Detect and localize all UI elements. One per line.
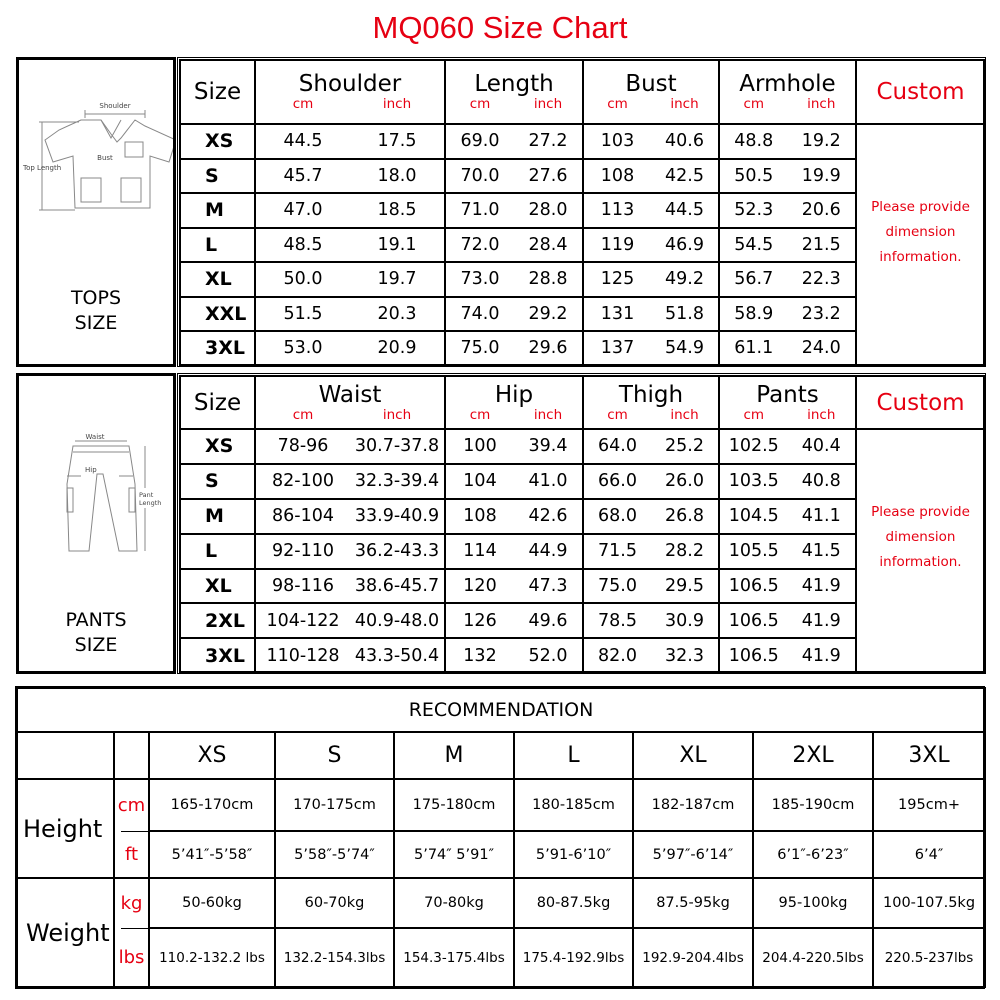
custom-note: Please provide dimension information. [856,124,985,366]
inch-value: 28.0 [528,200,568,221]
inch-value: 20.3 [377,303,417,324]
cm-value: 44.5 [283,131,323,152]
pants-col-waist: Waist cm inch [255,376,445,429]
length-label: Length [139,499,162,507]
measurement-cell [255,464,445,499]
tops-row [180,124,985,159]
inch-value: 41.9 [801,610,841,631]
inch-value: 33.9-40.9 [354,506,440,527]
cm-value: 86-104 [272,506,334,527]
inch-value: 51.8 [665,303,704,324]
shoulder-label: Shoulder [99,102,131,110]
cm-value: 78-96 [277,436,329,457]
inch-value: 40.8 [801,471,841,492]
cm-value: 125 [600,269,635,290]
inch-value: 54.9 [665,338,704,359]
cm-value: 106.5 [728,576,779,596]
inch-value: 41.5 [801,541,841,562]
size-cell: 2XL [180,603,255,638]
rec-size-header: S [275,732,394,779]
inch-value: 26.0 [665,471,704,492]
measurement-cell [583,331,719,366]
inch-value: 46.9 [665,234,704,255]
cm-value: 48.5 [283,234,323,255]
rec-ft-cell: 5’58″-5’74″ [275,831,394,878]
cm-value: 58.9 [734,303,774,324]
measurement-cell [445,534,583,569]
rec-cm-cell: 175-180cm [394,779,514,831]
size-cell: S [180,464,255,499]
pants-diagram-icon [19,426,173,576]
inch-value: 40.6 [665,131,704,152]
cm-value: 78.5 [598,610,637,631]
size-cell: XS [180,429,255,464]
measurement-cell [445,331,583,366]
measurement-cell [583,124,719,159]
cm-value: 120 [463,576,497,596]
cm-value: 114 [463,541,497,562]
rec-ft-cell: 5’41″-5’58″ [149,831,275,878]
rec-header-blank [17,732,114,779]
rec-ft-cell: 5’91-6’10″ [514,831,633,878]
cm-value: 69.0 [460,131,500,152]
cm-value: 132 [463,645,497,666]
inch-value: 42.6 [528,506,568,527]
measurement-cell [583,464,719,499]
measurement-cell [583,159,719,194]
inch-value: 29.5 [665,576,704,596]
cm-value: 98-116 [272,576,334,596]
measurement-cell [719,297,856,332]
cm-value: 45.7 [283,165,323,186]
cm-value: 72.0 [460,234,500,255]
inch-value: 39.4 [528,436,568,457]
pants-col-pants: Pants cm inch [719,376,856,429]
cm-value: 137 [600,338,635,359]
inch-value: 44.9 [528,541,568,562]
weight-label: Weight [17,878,114,987]
rec-lbs-cell: 204.4-220.5lbs [753,928,873,987]
tops-table [179,59,986,367]
measurement-cell [719,534,856,569]
measurement-cell [719,228,856,263]
measurement-cell [719,124,856,159]
inch-value: 41.1 [801,506,841,527]
rec-ft-cell: 6’1″-6’23″ [753,831,873,878]
inch-value: 17.5 [377,131,417,152]
tops-col-length: Length cm inch [445,60,583,124]
cm-value: 74.0 [460,303,500,324]
cm-value: 131 [600,303,635,324]
cm-value: 48.8 [734,131,774,152]
measurement-cell [445,124,583,159]
rec-ft-cell: 5’97″-6’14″ [633,831,753,878]
top-length-label: Top Length [23,164,62,172]
rec-cm-cell: 180-185cm [514,779,633,831]
recommendation-table [16,687,986,988]
cm-value: 82.0 [598,645,637,666]
measurement-cell [255,124,445,159]
cm-value: 53.0 [283,338,323,359]
cm-value: 50.0 [283,269,323,290]
rec-lbs-cell: 110.2-132.2 lbs [149,928,275,987]
rec-size-header: M [394,732,514,779]
rec-lbs-cell: 220.5-237lbs [873,928,985,987]
tops-figure-panel [16,57,176,367]
bust-label: Bust [97,154,113,162]
scrub-top-diagram-icon [19,80,173,220]
inch-value: 18.5 [377,200,417,221]
measurement-cell [445,429,583,464]
measurement-cell [719,464,856,499]
cm-value: 73.0 [460,269,500,290]
cm-value: 119 [600,234,635,255]
inch-value: 27.2 [528,131,568,152]
inch-value: 43.3-50.4 [354,645,440,666]
pant-label: Pant [139,491,154,499]
rec-kg-cell: 95-100kg [753,878,873,928]
measurement-cell [445,159,583,194]
cm-value: 108 [600,165,635,186]
size-cell: XL [180,262,255,297]
unit-cm: cm [114,779,149,831]
unit-kg: kg [114,878,149,928]
cm-value: 50.5 [734,165,774,186]
recommendation-title: RECOMMENDATION [17,688,985,732]
inch-value: 32.3 [665,645,704,666]
cm-value: 70.0 [460,165,500,186]
measurement-cell [445,499,583,534]
measurement-cell [255,534,445,569]
measurement-cell [583,638,719,673]
inch-value: 40.4 [801,436,841,457]
measurement-cell [445,193,583,228]
measurement-cell [583,499,719,534]
height-label: Height [17,779,114,878]
size-cell: S [180,159,255,194]
cm-value: 103 [600,131,635,152]
measurement-cell [719,331,856,366]
tops-col-armhole: Armhole cm inch [719,60,856,124]
unit-lbs: lbs [114,928,149,987]
measurement-cell [445,603,583,638]
cm-value: 105.5 [728,541,779,562]
size-cell: XL [180,569,255,604]
rec-cm-cell: 165-170cm [149,779,275,831]
inch-value: 30.9 [665,610,704,631]
measurement-cell [719,193,856,228]
pants-col-hip: Hip cm inch [445,376,583,429]
tops-custom-header: Custom [856,60,985,124]
cm-value: 103.5 [728,471,779,492]
rec-lbs-cell: 132.2-154.3lbs [275,928,394,987]
measurement-cell [719,569,856,604]
measurement-cell [255,499,445,534]
size-cell: XS [180,124,255,159]
measurement-cell [255,228,445,263]
measurement-cell [255,603,445,638]
measurement-cell [255,331,445,366]
inch-value: 44.5 [665,200,704,221]
measurement-cell [445,464,583,499]
cm-value: 106.5 [728,610,779,631]
size-cell: 3XL [180,638,255,673]
measurement-cell [445,228,583,263]
rec-kg-cell: 80-87.5kg [514,878,633,928]
rec-lbs-cell: 175.4-192.9lbs [514,928,633,987]
cm-value: 104.5 [728,506,779,527]
cm-value: 54.5 [734,234,774,255]
measurement-cell [445,569,583,604]
measurement-cell [255,297,445,332]
hip-label: Hip [85,466,97,474]
measurement-cell [583,193,719,228]
inch-value: 25.2 [665,436,704,457]
rec-cm-cell: 195cm+ [873,779,985,831]
page-title: MQ060 Size Chart [372,10,628,45]
rec-size-header: 2XL [753,732,873,779]
cm-value: 102.5 [728,436,779,457]
inch-value: 22.3 [801,269,841,290]
cm-value: 113 [600,200,635,221]
rec-cm-cell: 182-187cm [633,779,753,831]
pants-figure-panel [16,373,176,674]
measurement-cell [583,569,719,604]
pants-row [180,429,985,464]
pants-size-header: Size [180,376,255,429]
rec-kg-cell: 60-70kg [275,878,394,928]
rec-header-unit-blank [114,732,149,779]
rec-size-header: XS [149,732,275,779]
cm-value: 92-110 [272,541,334,562]
inch-value: 28.4 [528,234,568,255]
inch-value: 42.5 [665,165,704,186]
rec-kg-cell: 87.5-95kg [633,878,753,928]
rec-ft-cell: 5’74″ 5’91″ [394,831,514,878]
size-cell: M [180,193,255,228]
inch-value: 19.2 [801,131,841,152]
size-cell: M [180,499,255,534]
inch-value: 40.9-48.0 [354,610,440,631]
cm-value: 68.0 [598,506,637,527]
measurement-cell [255,429,445,464]
inch-value: 28.2 [665,541,704,562]
inch-value: 29.6 [528,338,568,359]
inch-value: 52.0 [528,645,568,666]
measurement-cell [719,603,856,638]
inch-value: 47.3 [528,576,568,596]
measurement-cell [255,569,445,604]
inch-value: 32.3-39.4 [354,471,440,492]
tops-section-label: TOPS SIZE [70,287,122,334]
cm-value: 61.1 [734,338,774,359]
cm-value: 66.0 [598,471,637,492]
custom-note: Please provide dimension information. [856,429,985,673]
inch-value: 49.2 [665,269,704,290]
cm-value: 100 [463,436,497,457]
cm-value: 104-122 [266,610,340,631]
size-cell: L [180,534,255,569]
cm-value: 56.7 [734,269,774,290]
cm-value: 52.3 [734,200,774,221]
measurement-cell [583,534,719,569]
inch-value: 19.1 [377,234,417,255]
measurement-cell [583,228,719,263]
cm-value: 51.5 [283,303,323,324]
inch-value: 30.7-37.8 [354,436,440,457]
measurement-cell [719,638,856,673]
cm-value: 106.5 [728,645,779,666]
pants-custom-header: Custom [856,376,985,429]
inch-value: 36.2-43.3 [354,541,440,562]
pants-table [179,375,986,674]
measurement-cell [719,429,856,464]
tops-col-bust: Bust cm inch [583,60,719,124]
cm-value: 75.0 [460,338,500,359]
tops-size-header: Size [180,60,255,124]
inch-value: 28.8 [528,269,568,290]
inch-value: 19.9 [801,165,841,186]
measurement-cell [719,159,856,194]
measurement-cell [445,297,583,332]
measurement-cell [255,638,445,673]
rec-size-header: L [514,732,633,779]
inch-value: 27.6 [528,165,568,186]
inch-value: 20.9 [377,338,417,359]
measurement-cell [445,262,583,297]
cm-value: 64.0 [598,436,637,457]
inch-value: 41.9 [801,645,841,666]
inch-value: 38.6-45.7 [354,576,440,596]
unit-ft: ft [114,831,149,878]
cm-value: 126 [463,610,497,631]
measurement-cell [583,297,719,332]
inch-value: 41.9 [801,576,841,596]
inch-value: 41.0 [528,471,568,492]
rec-size-header: XL [633,732,753,779]
size-cell: L [180,228,255,263]
rec-lbs-cell: 154.3-175.4lbs [394,928,514,987]
rec-ft-cell: 6’4″ [873,831,985,878]
rec-kg-cell: 100-107.5kg [873,878,985,928]
cm-value: 108 [463,506,497,527]
pants-col-thigh: Thigh cm inch [583,376,719,429]
cm-value: 82-100 [272,471,334,492]
size-cell: 3XL [180,331,255,366]
cm-value: 47.0 [283,200,323,221]
cm-value: 110-128 [266,645,340,666]
rec-kg-cell: 50-60kg [149,878,275,928]
measurement-cell [255,262,445,297]
inch-value: 49.6 [528,610,568,631]
inch-value: 18.0 [377,165,417,186]
inch-value: 24.0 [801,338,841,359]
rec-kg-cell: 70-80kg [394,878,514,928]
cm-value: 75.0 [598,576,637,596]
size-cell: XXL [180,297,255,332]
cm-value: 104 [463,471,497,492]
cm-value: 71.0 [460,200,500,221]
rec-cm-cell: 185-190cm [753,779,873,831]
rec-lbs-cell: 192.9-204.4lbs [633,928,753,987]
measurement-cell [583,603,719,638]
inch-value: 21.5 [801,234,841,255]
measurement-cell [255,193,445,228]
inch-value: 23.2 [801,303,841,324]
measurement-cell [719,262,856,297]
cm-value: 71.5 [598,541,637,562]
measurement-cell [583,262,719,297]
waist-label: Waist [85,433,105,441]
measurement-cell [255,159,445,194]
measurement-cell [719,499,856,534]
rec-cm-cell: 170-175cm [275,779,394,831]
pants-section-label: PANTS SIZE [65,609,127,656]
tops-col-shoulder: Shoulder cm inch [255,60,445,124]
rec-size-header: 3XL [873,732,985,779]
inch-value: 29.2 [528,303,568,324]
inch-value: 26.8 [665,506,704,527]
inch-value: 19.7 [377,269,417,290]
measurement-cell [445,638,583,673]
inch-value: 20.6 [801,200,841,221]
measurement-cell [583,429,719,464]
